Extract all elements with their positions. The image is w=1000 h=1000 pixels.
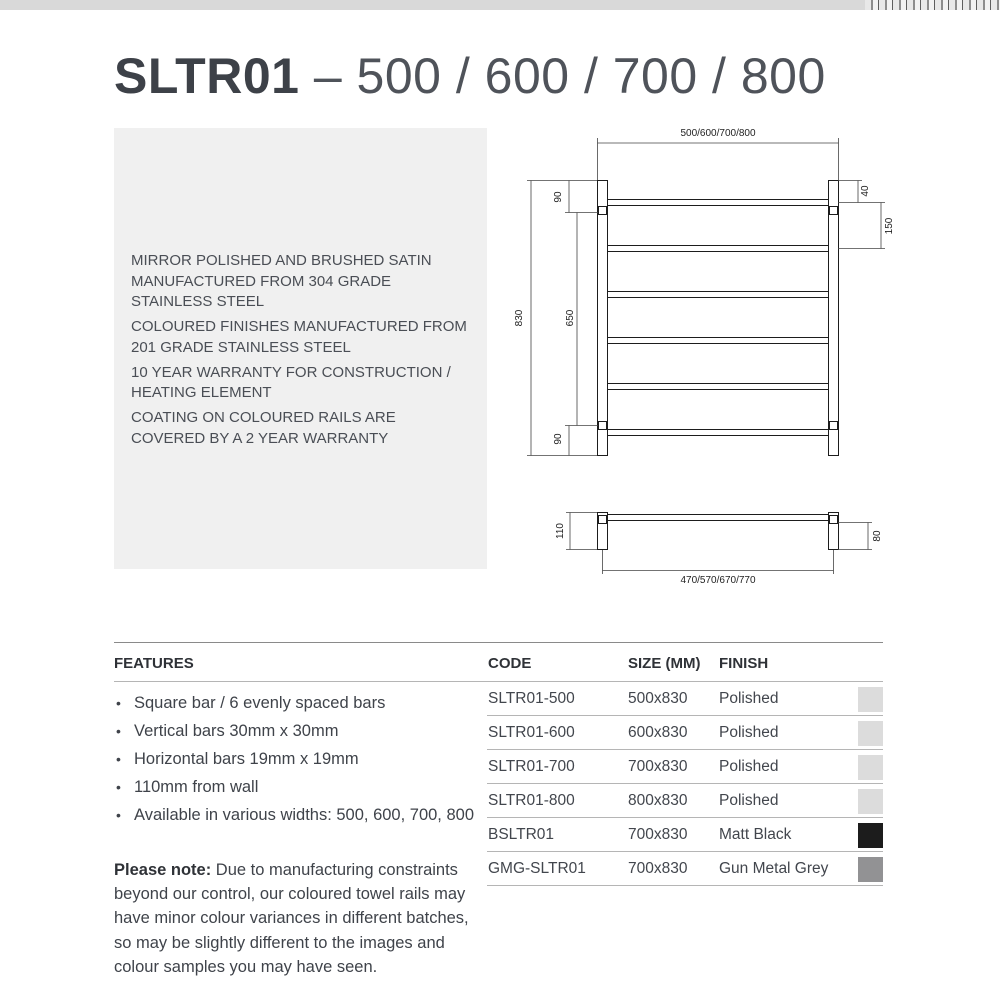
horizontal-bar: [608, 292, 829, 298]
section-divider: [114, 642, 883, 643]
row-finish: Polished: [719, 690, 779, 707]
horizontal-bar: [608, 200, 829, 206]
title-sizes: – 500 / 600 / 700 / 800: [299, 48, 826, 104]
row-size: 800x830: [628, 792, 688, 809]
table-header: [487, 648, 883, 682]
page-title: [114, 48, 826, 104]
row-finish: Polished: [719, 758, 779, 775]
row-code: GMG-SLTR01: [488, 860, 586, 877]
dim-bar-depth-label: 80: [872, 530, 883, 542]
row-code: SLTR01-600: [488, 724, 575, 741]
side-bar: [608, 515, 829, 521]
description-item: COATING ON COLOURED RAILS ARE COVERED BY A 2 YEAR WARRANTY: [131, 409, 396, 447]
header-code: CODE: [488, 655, 532, 672]
description-item: MIRROR POLISHED AND BRUSHED SATIN MANUFACTURED FROM 304 GRADE STAINLESS STEEL: [131, 252, 432, 310]
side-left-block: [599, 516, 607, 524]
row-finish: Polished: [719, 792, 779, 809]
finish-swatch: [858, 789, 883, 814]
header-size: SIZE (MM): [628, 655, 701, 672]
dim-bottom-offset-label: 90: [553, 433, 564, 445]
feature-item: • Available in various widths: 500, 600, 700, 800: [114, 804, 484, 827]
dim-height-label: 830: [514, 309, 525, 327]
dim-top-offset-label: 90: [553, 191, 564, 203]
feature-item: • Vertical bars 30mm x 30mm: [114, 720, 484, 743]
please-note: [114, 858, 486, 979]
finish-swatch: [858, 721, 883, 746]
top-right-connector: [830, 207, 838, 215]
bottom-right-connector: [830, 422, 838, 430]
horizontal-bar: [608, 338, 829, 344]
dim-bar-gap-label: 150: [884, 217, 895, 235]
dim-top-gap-label: 40: [860, 185, 871, 197]
horizontal-bar: [608, 384, 829, 390]
row-size: 700x830: [628, 758, 688, 775]
top-left-connector: [599, 207, 607, 215]
side-right-block: [830, 516, 838, 524]
front-left-post: [598, 181, 608, 456]
row-size: 600x830: [628, 724, 688, 741]
note-label: Please note:: [114, 861, 212, 879]
finish-swatch: [858, 755, 883, 780]
dim-inner-label: 650: [565, 309, 576, 327]
top-banner-strip: [0, 0, 1000, 10]
row-code: SLTR01-800: [488, 792, 575, 809]
table-row: [487, 784, 883, 818]
table-row: [487, 818, 883, 852]
row-size: 700x830: [628, 826, 688, 843]
bottom-left-connector: [599, 422, 607, 430]
row-code: BSLTR01: [488, 826, 555, 843]
note-text: Due to manufacturing constraints beyond our control, our coloured towel rails may have minor colour variances in different batches, so may be slightly different to the images and colour samples you may have seen.: [114, 861, 469, 976]
dim-width-label: 500/600/700/800: [680, 128, 756, 139]
feature-item: • Horizontal bars 19mm x 19mm: [114, 748, 484, 771]
dim-depth-label: 110: [555, 523, 566, 539]
technical-drawing: [500, 118, 900, 598]
row-code: SLTR01-500: [488, 690, 575, 707]
finish-swatch: [858, 687, 883, 712]
horizontal-bar: [608, 430, 829, 436]
features-list: [114, 692, 484, 832]
finish-swatch: [858, 823, 883, 848]
description-item: 10 YEAR WARRANTY FOR CONSTRUCTION / HEATING ELEMENT: [131, 363, 451, 401]
table-row: [487, 852, 883, 886]
row-finish: Matt Black: [719, 826, 792, 843]
horizontal-bar: [608, 246, 829, 252]
banner-photo-edge: [865, 0, 1000, 10]
table-row: [487, 750, 883, 784]
row-finish: Polished: [719, 724, 779, 741]
feature-item: • Square bar / 6 evenly spaced bars: [114, 692, 484, 715]
dim-centers-label: 470/570/670/770: [680, 575, 756, 586]
feature-item: • 110mm from wall: [114, 776, 484, 799]
title-model: SLTR01: [114, 48, 300, 104]
features-divider: [114, 681, 487, 682]
spec-table: [487, 648, 883, 886]
table-row: [487, 716, 883, 750]
row-finish: Gun Metal Grey: [719, 860, 829, 877]
table-row: [487, 682, 883, 716]
finish-swatch: [858, 857, 883, 882]
description-list: [131, 251, 471, 454]
header-finish: FINISH: [719, 655, 769, 672]
front-right-post: [829, 181, 839, 456]
row-code: SLTR01-700: [488, 758, 575, 775]
row-size: 700x830: [628, 860, 688, 877]
features-heading: FEATURES: [114, 655, 194, 672]
row-size: 500x830: [628, 690, 688, 707]
description-item: COLOURED FINISHES MANUFACTURED FROM 201 GRADE STAINLESS STEEL: [131, 318, 467, 356]
